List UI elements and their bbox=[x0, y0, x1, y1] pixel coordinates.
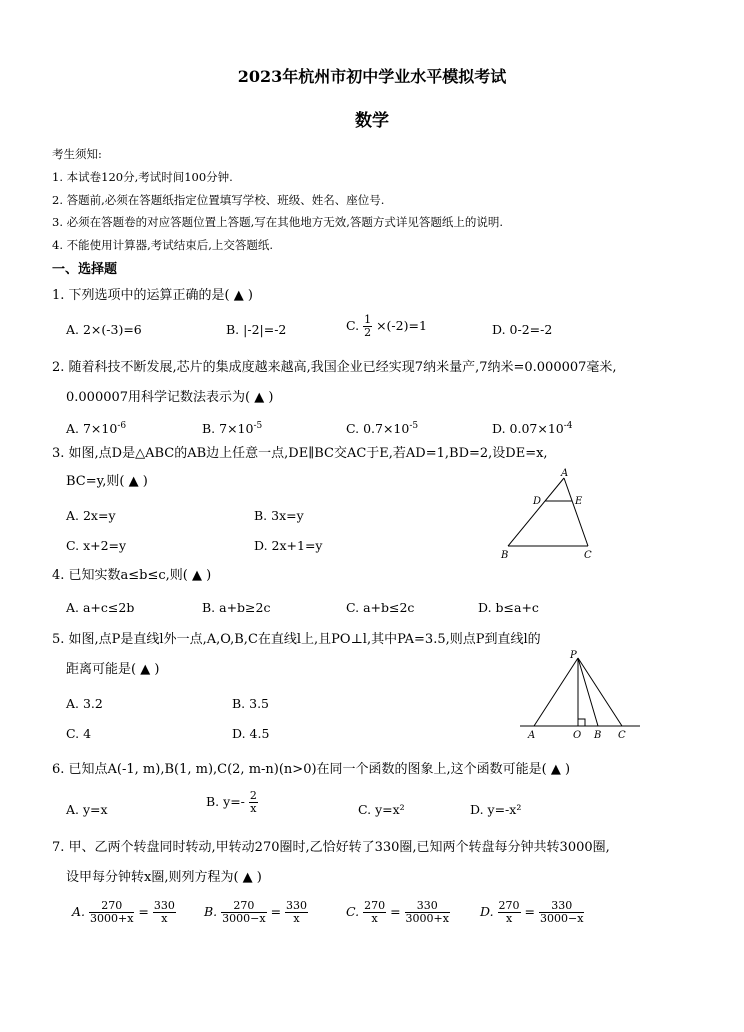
q2-option-c bbox=[346, 418, 418, 437]
q6-frac-num: 2 bbox=[249, 789, 257, 802]
q5-label-p: P bbox=[570, 650, 577, 661]
q7-c-label: C. bbox=[346, 904, 360, 919]
q5-label-o: O bbox=[573, 730, 582, 741]
q1-option-c-suffix: ×(-2)=1 bbox=[376, 318, 427, 333]
q2-c-exp: -5 bbox=[409, 421, 419, 431]
q4-option-b: B. a+b≥2c bbox=[202, 600, 271, 615]
q7-c-r-num: 330 bbox=[405, 900, 450, 913]
q7-a-l-num: 270 bbox=[89, 900, 134, 913]
q3-option-a: A. 2x=y bbox=[66, 508, 116, 523]
q2-c-base: C. 0.7×10 bbox=[346, 421, 410, 437]
q7-b-r-den: x bbox=[293, 912, 300, 925]
notice-item-4: 4. 不能使用计算器,考试结束后,上交答题纸. bbox=[52, 238, 274, 252]
q7-a-label: A. bbox=[72, 904, 86, 919]
q7-c-l-num: 270 bbox=[364, 899, 386, 912]
q3-segment-ac bbox=[564, 478, 588, 546]
q2-stem-line1: 2. 随着科技不断发展,芯片的集成度越来越高,我国企业已经实现7纳米量产,7纳米=0.000007毫米, bbox=[52, 360, 617, 375]
q5-stem-line1: 5. 如图,点P是直线l外一点,A,O,B,C在直线l上,且PO⊥l,其中PA=3.5,则点P到直线l的 bbox=[52, 632, 541, 647]
notice-item-1: 1. 本试卷120分,考试时间100分钟. bbox=[52, 170, 233, 184]
q2-option-d bbox=[492, 418, 573, 437]
q5-option-c: C. 4 bbox=[66, 726, 92, 741]
q7-b-eq: = bbox=[270, 904, 282, 919]
q1-option-d: D. 0-2=-2 bbox=[492, 322, 553, 337]
q3-segment-ab bbox=[508, 478, 564, 546]
q1-stem: 1. 下列选项中的运算正确的是( ▲ ) bbox=[52, 288, 253, 303]
q7-b-r-num: 330 bbox=[286, 899, 308, 912]
q3-label-b: B bbox=[501, 550, 509, 561]
q7-c-r-den: 3000+x bbox=[405, 912, 449, 925]
q7-b-l-num: 270 bbox=[221, 900, 266, 913]
q5-label-b: B bbox=[594, 730, 602, 741]
q7-option-c bbox=[346, 900, 450, 925]
q7-b-l-den: 3000−x bbox=[222, 912, 266, 925]
q7-c-eq: = bbox=[390, 904, 401, 919]
q7-c-right-fraction bbox=[405, 900, 450, 925]
q7-a-right-fraction bbox=[153, 900, 176, 925]
q6-option-c: C. y=x² bbox=[358, 802, 405, 817]
q3-option-b: B. 3x=y bbox=[254, 508, 304, 523]
q1-option-a: A. 2×(-3)=6 bbox=[66, 322, 142, 337]
q1-fraction bbox=[363, 314, 372, 339]
q3-label-c: C bbox=[584, 550, 592, 561]
q5-option-a: A. 3.2 bbox=[66, 696, 103, 711]
exam-title: 2023年杭州市初中学业水平模拟考试 bbox=[237, 67, 507, 86]
q4-option-d: D. b≤a+c bbox=[478, 600, 539, 615]
q7-option-d bbox=[480, 900, 584, 925]
q7-d-r-den: 3000−x bbox=[540, 912, 584, 925]
q7-d-label: D. bbox=[480, 904, 494, 919]
q5-segment-pc bbox=[578, 658, 622, 726]
q3-triangle-figure bbox=[498, 466, 608, 566]
q2-b-base: B. 7×10 bbox=[202, 421, 254, 437]
q7-d-left-fraction bbox=[498, 900, 521, 925]
q7-a-eq: = bbox=[138, 904, 149, 919]
q7-b-right-fraction bbox=[285, 900, 308, 925]
q5-segment-pb bbox=[578, 658, 598, 726]
q5-label-c: C bbox=[618, 730, 626, 741]
q2-b-exp: -5 bbox=[253, 421, 263, 431]
q2-a-exp: -6 bbox=[117, 421, 127, 431]
q7-a-l-den: 3000+x bbox=[90, 912, 134, 925]
q3-stem-line2: BC=y,则( ▲ ) bbox=[66, 474, 148, 489]
q7-b-left-fraction bbox=[221, 900, 266, 925]
q7-d-l-den: x bbox=[505, 912, 513, 925]
q2-a-base: A. 7×10 bbox=[66, 421, 118, 437]
q5-line-figure bbox=[518, 650, 642, 742]
q3-label-a: A bbox=[561, 468, 569, 479]
q3-stem-line1: 3. 如图,点D是△ABC的AB边上任意一点,DE∥BC交AC于E,若AD=1,BD=2,设DE=x, bbox=[52, 446, 548, 461]
subject-title: 数学 bbox=[355, 111, 389, 131]
q4-stem: 4. 已知实数a≤b≤c,则( ▲ ) bbox=[52, 568, 212, 583]
q3-option-d: D. 2x+1=y bbox=[254, 538, 323, 553]
q7-c-left-fraction bbox=[363, 900, 386, 925]
q7-d-l-num: 270 bbox=[498, 899, 520, 912]
q7-c-l-den: x bbox=[371, 912, 378, 925]
q5-stem-line2: 距离可能是( ▲ ) bbox=[66, 662, 160, 677]
q6-option-d: D. y=-x² bbox=[470, 802, 522, 817]
q7-b-label: B. bbox=[204, 904, 218, 919]
q1-frac-num: 1 bbox=[364, 313, 372, 326]
section-heading: 一、选择题 bbox=[52, 262, 118, 277]
q4-option-c: C. a+b≤2c bbox=[346, 600, 415, 615]
q7-option-b bbox=[204, 900, 308, 925]
q7-a-r-den: x bbox=[161, 912, 168, 925]
q5-label-a: A bbox=[528, 730, 536, 741]
q7-stem-line2: 设甲每分钟转x圈,则列方程为( ▲ ) bbox=[66, 870, 262, 885]
notice-item-3: 3. 必须在答题卷的对应答题位置上答题,写在其他地方无效,答题方式详见答题纸上的说明. bbox=[52, 215, 504, 229]
q3-label-e: E bbox=[575, 496, 583, 507]
q1-option-b: B. |-2|=-2 bbox=[226, 322, 287, 337]
q7-d-right-fraction bbox=[539, 900, 584, 925]
q2-stem-line2: 0.000007用科学记数法表示为( ▲ ) bbox=[66, 390, 274, 405]
q1-option-c-prefix: C. bbox=[346, 318, 360, 333]
q1-frac-den: 2 bbox=[364, 326, 372, 339]
q5-right-angle-mark bbox=[578, 719, 585, 726]
q7-stem-line1: 7. 甲、乙两个转盘同时转动,甲转动270圈时,乙恰好转了330圈,已知两个转盘每分钟共转3000圈, bbox=[52, 840, 610, 855]
q2-d-exp: -4 bbox=[563, 421, 573, 431]
q3-label-d: D bbox=[533, 496, 542, 507]
q2-option-b bbox=[202, 418, 262, 437]
q5-option-d: D. 4.5 bbox=[232, 726, 270, 741]
q7-option-a bbox=[72, 900, 176, 925]
q7-a-left-fraction bbox=[89, 900, 134, 925]
q6-stem: 6. 已知点A(-1, m),B(1, m),C(2, m-n)(n>0)在同一个函数的图象上,这个函数可能是( ▲ ) bbox=[52, 762, 571, 777]
q6-option-b bbox=[206, 790, 258, 815]
q6-option-a: A. y=x bbox=[66, 802, 108, 817]
q2-option-a bbox=[66, 418, 126, 437]
notice-heading: 考生须知: bbox=[52, 147, 102, 161]
q4-option-a: A. a+c≤2b bbox=[66, 600, 135, 615]
q6-frac-den: x bbox=[250, 802, 257, 815]
q5-option-b: B. 3.5 bbox=[232, 696, 270, 711]
q6-option-b-prefix: B. y=- bbox=[206, 794, 245, 809]
q6-fraction bbox=[249, 790, 258, 815]
notice-item-2: 2. 答题前,必须在答题纸指定位置填写学校、班级、姓名、座位号. bbox=[52, 193, 385, 207]
q1-option-c bbox=[346, 314, 427, 339]
q7-a-r-num: 330 bbox=[153, 899, 175, 912]
q5-segment-pa bbox=[534, 658, 578, 726]
q7-d-eq: = bbox=[524, 904, 536, 919]
q2-d-base: D. 0.07×10 bbox=[492, 421, 564, 437]
q7-d-r-num: 330 bbox=[539, 900, 584, 913]
q3-option-c: C. x+2=y bbox=[66, 538, 127, 553]
